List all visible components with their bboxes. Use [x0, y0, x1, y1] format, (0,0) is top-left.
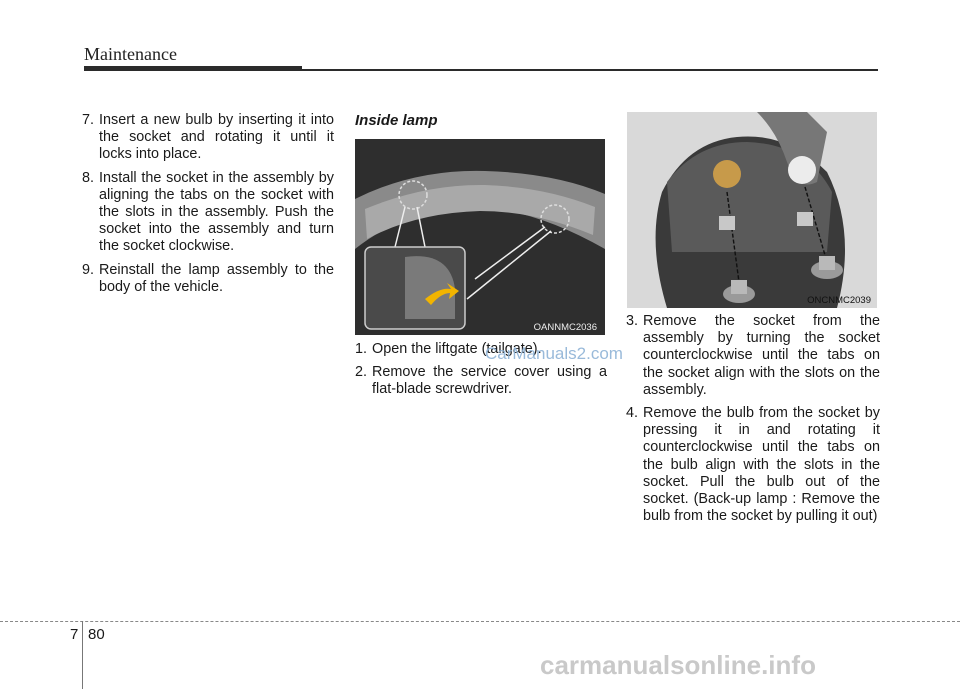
left-column: [82, 112, 334, 302]
liftgate-figure: [355, 139, 605, 335]
header-rule-thick: [84, 66, 302, 71]
bulb-socket-figure: [627, 112, 877, 308]
step-4: 4. Remove the bulb from the socket by pressing it in and rotating it counterclockwise until the tabs on the bulb align with the slots in the socket. Pull the bulb out of the socket. (Back-up lamp : Remove the bulb from the socket by pulling it out): [626, 405, 880, 525]
footer-divider: [0, 621, 960, 622]
page-chapter: 7: [70, 626, 79, 643]
watermark: CarManuals2.com: [485, 344, 623, 363]
liftgate-illustration: [355, 139, 605, 335]
footer-vertical-divider: [82, 621, 83, 689]
step-3: 3. Remove the socket from the assembly by turning the socket counterclockwise until the tabs on the socket align with the slots on the assembly.: [626, 313, 880, 398]
step-2: 2. Remove the service cover using a flat-blade screwdriver.: [355, 364, 607, 398]
figure-code-1: OANNMC2036: [533, 322, 597, 333]
inside-lamp-heading: Inside lamp: [355, 112, 438, 129]
section-title: Maintenance: [84, 44, 177, 64]
step-8: 8. Install the socket in the assembly by aligning the tabs on the socket with the slots in the assembly. Push the socket into the assembly and turn the socket clockwise.: [82, 169, 334, 255]
step-7: 7. Insert a new bulb by inserting it into the socket and rotating it until it locks into place.: [82, 112, 334, 163]
figure-code-2: ONCNMC2039: [807, 295, 871, 306]
bulb-socket-illustration: [627, 112, 877, 308]
header-rule-thin: [302, 69, 878, 71]
step-1: 1. Open the liftgate (tailgate).: [355, 341, 542, 357]
bottom-watermark: carmanualsonline.info: [540, 650, 816, 680]
page-number: 80: [88, 626, 105, 643]
middle-column: [355, 112, 607, 137]
step-9: 9. Reinstall the lamp assembly to the body of the vehicle.: [82, 261, 334, 295]
right-column: [626, 313, 880, 531]
